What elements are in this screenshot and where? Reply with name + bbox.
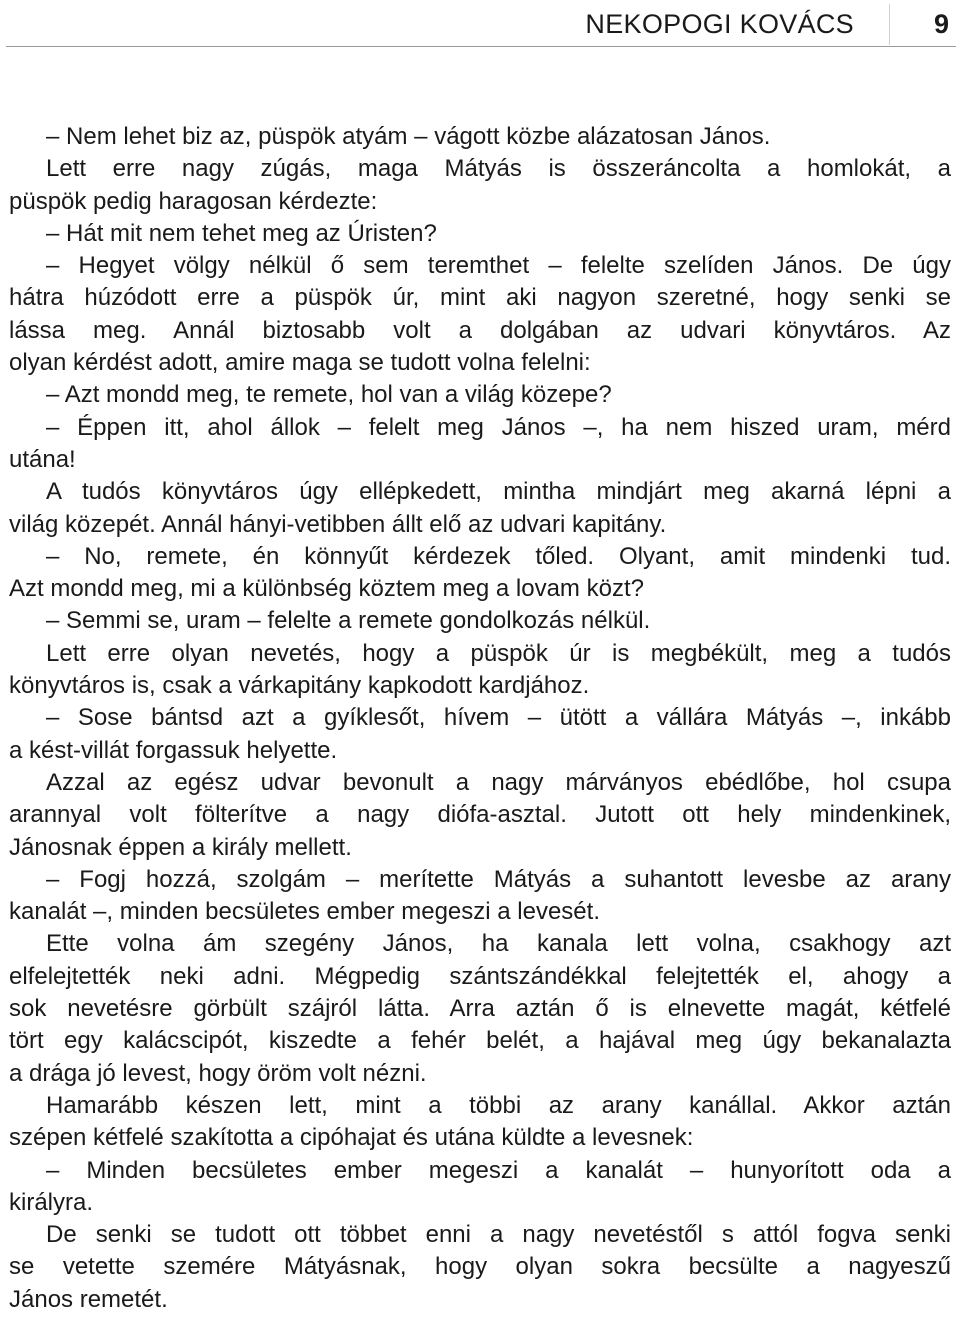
text-line: – Éppen itt, ahol állok – felelt meg János –, ha nem hiszed uram, mérd <box>46 413 951 441</box>
text-line: szépen kétfelé szakította a cipóhajat és utána küldte a levesnek: <box>9 1124 694 1152</box>
running-header-title: NEKOPOGI KOVÁCS <box>585 9 854 39</box>
text-line: arannyal volt fölterítve a nagy diófa-asztal. Jutott ott hely mindenkinek, <box>9 801 951 829</box>
text-line: sok nevetésre görbült szájról látta. Arra aztán ő is elnevette magát, kétfelé <box>9 995 951 1023</box>
story-text <box>9 121 951 1316</box>
text-line: hátra húzódott erre a püspök úr, mint aki nagyon szeretné, hogy senki se <box>9 284 951 312</box>
text-line: Azt mondd meg, mi a különbség köztem meg a lovam közt? <box>9 575 644 603</box>
text-line: De senki se tudott ott többet enni a nagy nevetéstől s attól fogva senki <box>46 1221 951 1249</box>
text-line: kanalát –, minden becsületes ember megeszi a levesét. <box>9 898 600 926</box>
text-line: – Azt mondd meg, te remete, hol van a világ közepe? <box>46 381 612 409</box>
running-header <box>0 0 960 47</box>
text-line: Jánosnak éppen a király mellett. <box>9 833 352 861</box>
text-line: Lett erre olyan nevetés, hogy a püspök úr is megbékült, meg a tudós <box>46 639 951 667</box>
text-line: A tudós könyvtáros úgy ellépkedett, mintha mindjárt meg akarná lépni a <box>46 478 951 506</box>
text-line: – Hegyet völgy nélkül ő sem teremthet – felelte szelíden János. De úgy <box>46 252 951 280</box>
text-line: se vetette szemére Mátyásnak, hogy olyan sokra becsülte a nagyeszű <box>9 1253 951 1281</box>
text-line: tört egy kalácscipót, kiszedte a fehér belét, a hajával meg úgy bekanalazta <box>9 1027 951 1055</box>
text-line: – Hát mit nem tehet meg az Úristen? <box>46 219 437 247</box>
text-line: – Sose bántsd azt a gyíklesőt, hívem – ütött a vállára Mátyás –, inkább <box>46 704 951 732</box>
text-line: lássa meg. Annál biztosabb volt a dolgában az udvari könyvtáros. Az <box>9 316 951 344</box>
text-line: – Fogj hozzá, szolgám – merítette Mátyás a suhantott levesbe az arany <box>46 865 951 893</box>
page-number: 9 <box>933 9 949 39</box>
text-line: – Nem lehet biz az, püspök atyám – vágott közbe alázatosan János. <box>46 123 771 150</box>
text-line: püspök pedig haragosan kérdezte: <box>9 187 378 215</box>
header-rule <box>6 46 956 47</box>
text-line: – No, remete, én könnyűt kérdezek tőled. Olyant, amit mindenki tud. <box>46 542 951 570</box>
text-line: utána! <box>9 445 76 473</box>
header-divider <box>889 4 890 45</box>
text-line: – Semmi se, uram – felelte a remete gondolkozás nélkül. <box>46 607 651 635</box>
text-line: Lett erre nagy zúgás, maga Mátyás is összeráncolta a homlokát, a <box>46 155 951 183</box>
text-line: könyvtáros is, csak a várkapitány kapkodott kardjához. <box>9 672 590 700</box>
text-line: Ette volna ám szegény János, ha kanala lett volna, csakhogy azt <box>46 930 951 958</box>
text-line: a drága jó levest, hogy öröm volt nézni. <box>9 1059 427 1087</box>
text-line: királyra. <box>9 1188 94 1216</box>
text-line: János remetét. <box>9 1285 168 1313</box>
text-line: a kést-villát forgassuk helyette. <box>9 736 338 764</box>
text-line: elfelejtették neki adni. Mégpedig szántszándékkal felejtették el, ahogy a <box>9 962 951 990</box>
text-line: – Minden becsületes ember megeszi a kanalát – hunyorított oda a <box>46 1156 951 1184</box>
text-line: olyan kérdést adott, amire maga se tudott volna felelni: <box>9 349 591 377</box>
text-line: világ közepét. Annál hányi-vetibben állt elő az udvari kapitány. <box>9 510 667 538</box>
text-line: Azzal az egész udvar bevonult a nagy márványos ebédlőbe, hol csupa <box>46 768 951 796</box>
text-line: Hamarább készen lett, mint a többi az arany kanállal. Akkor aztán <box>46 1091 951 1119</box>
